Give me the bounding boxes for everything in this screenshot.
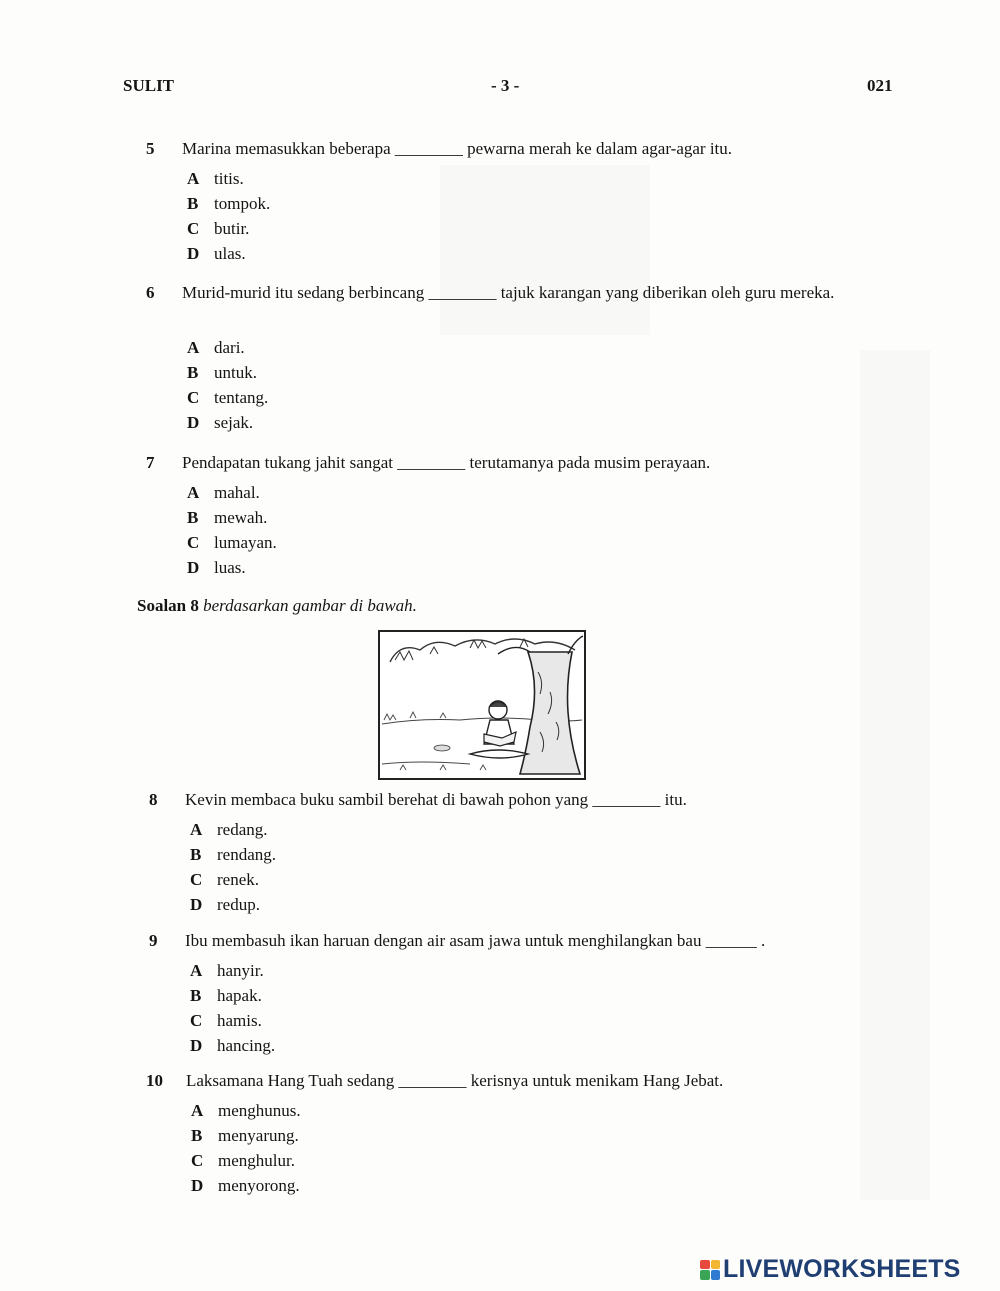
- option-letter: C: [190, 1011, 203, 1030]
- logo-tile: [700, 1270, 710, 1280]
- option-letter: B: [187, 363, 199, 382]
- option[interactable]: [190, 842, 276, 867]
- options: [187, 335, 268, 435]
- option[interactable]: [187, 480, 277, 505]
- option-text: redup.: [217, 895, 260, 914]
- option-letter: B: [190, 986, 202, 1005]
- option-text: butir.: [214, 219, 250, 238]
- question-stem: Laksamana Hang Tuah sedang ________ kerisnya untuk menikam Hang Jebat.: [186, 1071, 724, 1090]
- question-number: 6: [146, 283, 155, 302]
- option-letter: A: [191, 1101, 204, 1120]
- option-text: tompok.: [214, 194, 271, 213]
- question-number: 5: [146, 139, 155, 158]
- option-text: ulas.: [214, 244, 246, 263]
- illustration-svg: [380, 632, 584, 778]
- question-stem: Marina memasukkan beberapa ________ pewarna merah ke dalam agar-agar itu.: [182, 139, 733, 158]
- option-text: lumayan.: [214, 533, 277, 552]
- option-text: menghulur.: [218, 1151, 295, 1170]
- option-text: luas.: [214, 558, 246, 577]
- logo-tile: [711, 1270, 721, 1280]
- option-letter: D: [190, 895, 203, 914]
- option[interactable]: [187, 335, 268, 360]
- question-number: 10: [146, 1071, 163, 1090]
- option[interactable]: [190, 958, 275, 983]
- boy-reading-under-tree-illustration: [378, 630, 586, 780]
- option-text: titis.: [214, 169, 244, 188]
- option-letter: A: [187, 338, 200, 357]
- options: [191, 1098, 301, 1198]
- option-text: menghunus.: [218, 1101, 301, 1120]
- option[interactable]: [191, 1098, 301, 1123]
- option-text: hapak.: [217, 986, 262, 1005]
- option[interactable]: [187, 410, 268, 435]
- header-left: SULIT: [123, 76, 175, 95]
- question-stem: Kevin membaca buku sambil berehat di bawah pohon yang ________ itu.: [185, 790, 687, 809]
- section-text: berdasarkan gambar di bawah.: [203, 596, 417, 615]
- option[interactable]: [187, 191, 270, 216]
- option-letter: D: [187, 558, 200, 577]
- option-text: menyorong.: [218, 1176, 300, 1195]
- option-letter: A: [187, 483, 200, 502]
- option-text: hanyir.: [217, 961, 264, 980]
- show-through: [440, 165, 650, 335]
- option-text: hamis.: [217, 1011, 262, 1030]
- option-letter: D: [187, 244, 200, 263]
- option-letter: C: [191, 1151, 204, 1170]
- option-text: rendang.: [217, 845, 277, 864]
- option[interactable]: [187, 530, 277, 555]
- options: [187, 480, 277, 580]
- option[interactable]: [190, 817, 276, 842]
- option[interactable]: [187, 555, 277, 580]
- option-text: mewah.: [214, 508, 268, 527]
- option[interactable]: [187, 216, 270, 241]
- option-text: renek.: [217, 870, 260, 889]
- question-number: 8: [149, 790, 158, 809]
- question-stem: Ibu membasuh ikan haruan dengan air asam jawa untuk menghilangkan bau ______ .: [185, 931, 766, 950]
- option[interactable]: [190, 892, 276, 917]
- paper-code: 021: [867, 76, 893, 95]
- option-text: tentang.: [214, 388, 269, 407]
- option-letter: C: [187, 388, 200, 407]
- option-letter: B: [187, 508, 199, 527]
- logo-tile: [700, 1260, 710, 1270]
- option-letter: A: [187, 169, 200, 188]
- option[interactable]: [190, 1033, 275, 1058]
- option[interactable]: [190, 983, 275, 1008]
- option-letter: B: [190, 845, 202, 864]
- option-letter: D: [191, 1176, 204, 1195]
- option-text: mahal.: [214, 483, 260, 502]
- page-number: - 3 -: [491, 76, 520, 95]
- option-letter: C: [190, 870, 203, 889]
- option[interactable]: [191, 1148, 301, 1173]
- option-letter: B: [191, 1126, 203, 1145]
- option-text: dari.: [214, 338, 245, 357]
- option[interactable]: [187, 166, 270, 191]
- logo-text: LIVEWORKSHEETS: [723, 1255, 961, 1283]
- option[interactable]: [187, 505, 277, 530]
- option-letter: B: [187, 194, 199, 213]
- options: [187, 166, 270, 266]
- option[interactable]: [191, 1173, 301, 1198]
- option-text: hancing.: [217, 1036, 276, 1055]
- liveworksheets-logo[interactable]: [700, 1255, 961, 1284]
- option[interactable]: [187, 385, 268, 410]
- option-text: untuk.: [214, 363, 257, 382]
- options: [190, 958, 275, 1058]
- option-letter: C: [187, 533, 200, 552]
- option[interactable]: [191, 1123, 301, 1148]
- option-text: sejak.: [214, 413, 254, 432]
- option-letter: A: [190, 961, 203, 980]
- question-number: 7: [146, 453, 155, 472]
- option[interactable]: [190, 867, 276, 892]
- option-text: redang.: [217, 820, 268, 839]
- option-letter: D: [190, 1036, 203, 1055]
- option-letter: C: [187, 219, 200, 238]
- section-instruction: [137, 596, 417, 616]
- option[interactable]: [190, 1008, 275, 1033]
- option-letter: D: [187, 413, 200, 432]
- liveworksheets-logo-icon: [700, 1260, 720, 1280]
- section-label: Soalan 8: [137, 596, 199, 615]
- question-number: 9: [149, 931, 158, 950]
- options: [190, 817, 276, 917]
- question-stem: Pendapatan tukang jahit sangat ________ terutamanya pada musim perayaan.: [182, 453, 711, 472]
- question-stem: Murid-murid itu sedang berbincang ________ tajuk karangan yang diberikan oleh guru mereka.: [182, 283, 835, 302]
- option[interactable]: [187, 241, 270, 266]
- option[interactable]: [187, 360, 268, 385]
- option-letter: A: [190, 820, 203, 839]
- logo-tile: [711, 1260, 721, 1270]
- option-text: menyarung.: [218, 1126, 299, 1145]
